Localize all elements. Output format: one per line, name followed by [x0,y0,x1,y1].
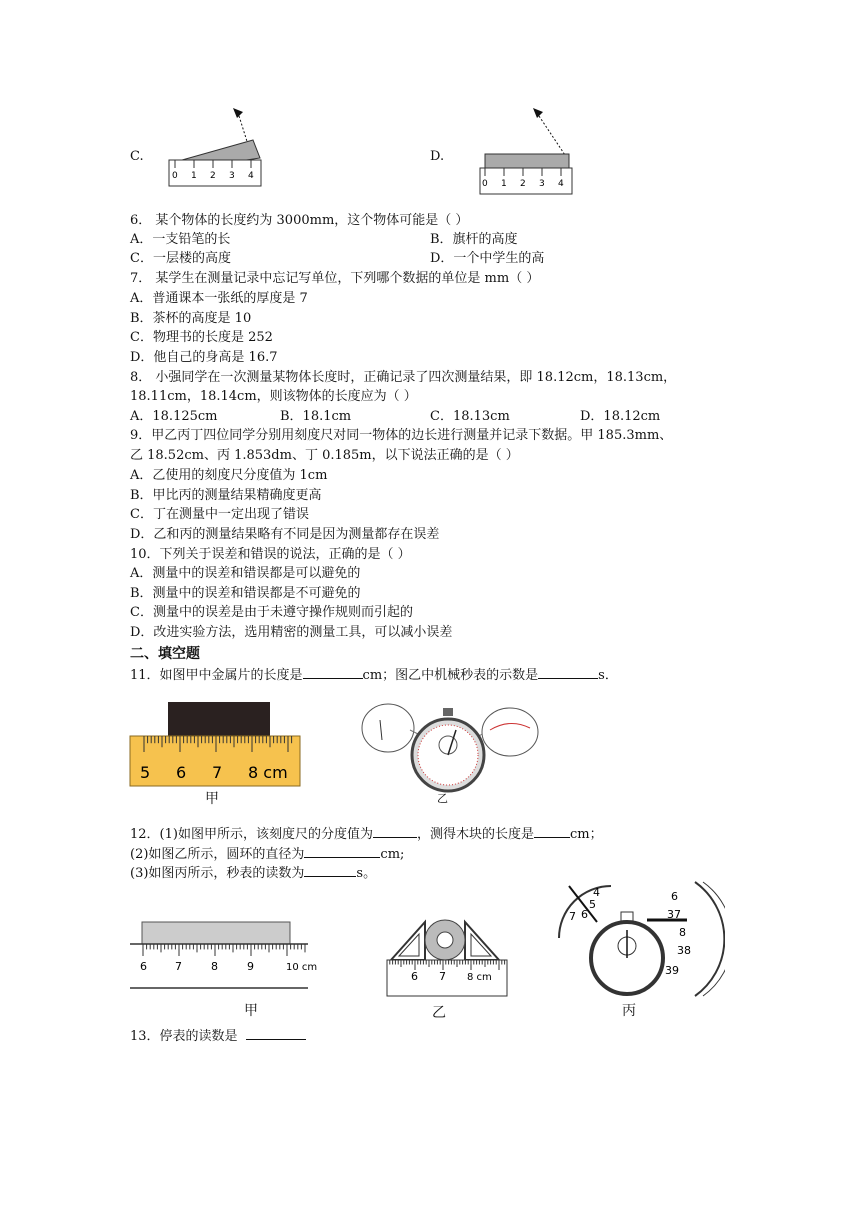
q12-caption-2: 乙 [432,1005,446,1021]
q12-line-1 [130,825,603,844]
wood-block [142,922,290,944]
tick-label: 3 [539,179,545,189]
q12-text: (2)如图乙所示，圆环的直径为 [130,847,305,862]
q8-stem-line2: 18.11cm，18.14cm，则该物体的长度应为（ ） [130,389,417,404]
q7-stem: 7． 某学生在测量记录中忘记写单位，下列哪个数据的单位是 mm（ ） [130,271,540,286]
q10-stem: 10．下列关于误差和错误的说法，正确的是（ ） [130,547,411,562]
q9-stem-line1: 9．甲乙丙丁四位同学分别用刻度尺对同一物体的边长进行测量并记录下数据。甲 185.3mm、 [130,428,673,443]
ruler-label: 6 [140,960,147,973]
q12-fig-stopwatch [555,878,725,1003]
q6-option-c: C．一层楼的高度 [130,251,231,266]
tick-label: 0 [482,179,488,189]
tick-label: 3 [229,171,235,181]
q12-fig-ring [385,908,515,1000]
q9-option-a: A．乙使用的刻度尺分度值为 1cm [130,468,328,483]
q7-option-c: C．物理书的长度是 252 [130,330,273,345]
q13-stem [130,1027,306,1046]
q12-blank-2[interactable] [534,825,570,838]
q8-option-a: A．18.125cm [130,409,218,424]
q6-option-d: D．一个中学生的高 [430,251,545,266]
q8-stem-line1: 8． 小强同学在一次测量某物体长度时，正确记录了四次测量结果，即 18.12cm，18.13cm， [130,370,677,385]
q12-text: 12．(1)如图甲所示，该刻度尺的分度值为 [130,827,373,842]
q11-blank-2[interactable] [538,666,598,679]
q7-option-d: D．他自己的身高是 16.7 [130,350,278,365]
tick-label: 4 [558,179,564,189]
dial-label: 4 [593,886,600,899]
ruler-label: 7 [175,960,182,973]
dial-label: 8 [679,926,686,939]
q6-option-a: A．一支铅笔的长 [130,232,231,247]
q11-stem [130,666,618,685]
q8-option-d: D．18.12cm [580,409,661,424]
metal-piece [168,702,270,738]
dial-label: 38 [677,944,691,957]
q12-line-2 [130,845,404,864]
tick-label: 2 [520,179,526,189]
dial-label: 6 [581,908,588,921]
q8-option-b: B．18.1cm [280,409,352,424]
tick-label: 2 [210,171,216,181]
q12-line-3 [130,864,376,883]
q12-text: ，测得木块的长度是 [416,827,534,842]
option-d-label: D. [430,149,445,164]
tick-label: 1 [191,171,197,181]
dial-label: 5 [589,898,596,911]
q12-fig-ruler-block [128,918,328,996]
q10-option-c: C．测量中的误差是由于未遵守操作规则而引起的 [130,605,413,620]
q7-option-a: A．普通课本一张纸的厚度是 7 [130,291,308,306]
q6-stem: 6． 某个物体的长度约为 3000mm，这个物体可能是（ ） [130,213,469,228]
q10-option-b: B．测量中的误差和错误都是不可避免的 [130,586,361,601]
q12-blank-4[interactable] [304,864,356,877]
q12-text: (3)如图丙所示，秒表的读数为 [130,866,305,881]
q11-caption-right: 乙 [437,792,448,805]
ruler-label: 8 cm [467,972,492,983]
triangle-left [391,922,425,960]
ruler-label: 6 [411,970,418,983]
q8-option-c: C．18.13cm [430,409,510,424]
q11-text-1: 11．如图甲中金属片的长度是 [130,668,303,683]
option-c-figure [165,102,275,192]
q6-option-b: B．旗杆的高度 [430,232,518,247]
zoom-large-dial [482,708,538,756]
q12-blank-1[interactable] [373,825,417,838]
q11-text-3: s． [598,668,618,683]
ruler-label: 8 cm [248,763,288,782]
option-c-label: C. [130,149,144,164]
ruler-label: 6 [176,763,187,782]
eye-icon [233,108,243,118]
section-heading: 二、填空题 [130,646,200,662]
eye-icon [533,108,543,118]
tick-label: 1 [501,179,507,189]
triangle-right [465,922,499,960]
q12-blank-3[interactable] [304,845,380,858]
q9-option-b: B．甲比丙的测量结果精确度更高 [130,488,322,503]
q12-text: s。 [356,866,377,881]
q12-text: cm； [569,827,603,842]
sight-line [539,116,567,158]
q12-caption-1: 甲 [244,1003,258,1019]
q13-text: 13．停表的读数是 [130,1029,238,1044]
q12-caption-3: 丙 [622,1003,636,1019]
q11-text-2: cm；图乙中机械秒表的示数是 [362,668,539,683]
stopwatch-crown [443,708,453,716]
dial-label: 37 [667,908,681,921]
ruler-label: 10 cm [286,962,318,973]
q11-fig-stopwatch [360,700,540,795]
ruler-label: 7 [439,970,446,983]
option-d-figure [475,102,585,202]
q10-option-d: D．改进实验方法，选用精密的测量工具，可以减小误差 [130,625,453,640]
dial-label: 39 [665,964,679,977]
dial-label: 6 [671,890,678,903]
q9-option-c: C．丁在测量中一定出现了错误 [130,507,309,522]
q9-stem-line2: 乙 18.52cm、丙 1.853dm、丁 0.185m，以下说法正确的是（ ） [130,448,519,463]
q11-caption-left: 甲 [205,791,219,807]
zoom-small-dial [362,704,414,752]
q11-fig-ruler [128,700,303,792]
ruler-label: 5 [140,763,151,782]
tick-label: 4 [248,171,254,181]
q10-option-a: A．测量中的误差和错误都是可以避免的 [130,566,361,581]
q9-option-d: D．乙和丙的测量结果略有不同是因为测量都存在误差 [130,527,440,542]
ruler-label: 8 [211,960,218,973]
q12-text: cm; [380,847,405,862]
tick-label: 0 [172,171,178,181]
q11-blank-1[interactable] [303,666,363,679]
dial-label: 7 [569,910,576,923]
ruler-label: 9 [247,960,254,973]
ruler-label: 7 [212,763,223,782]
q13-blank[interactable] [246,1027,306,1040]
q7-option-b: B．茶杯的高度是 10 [130,311,252,326]
